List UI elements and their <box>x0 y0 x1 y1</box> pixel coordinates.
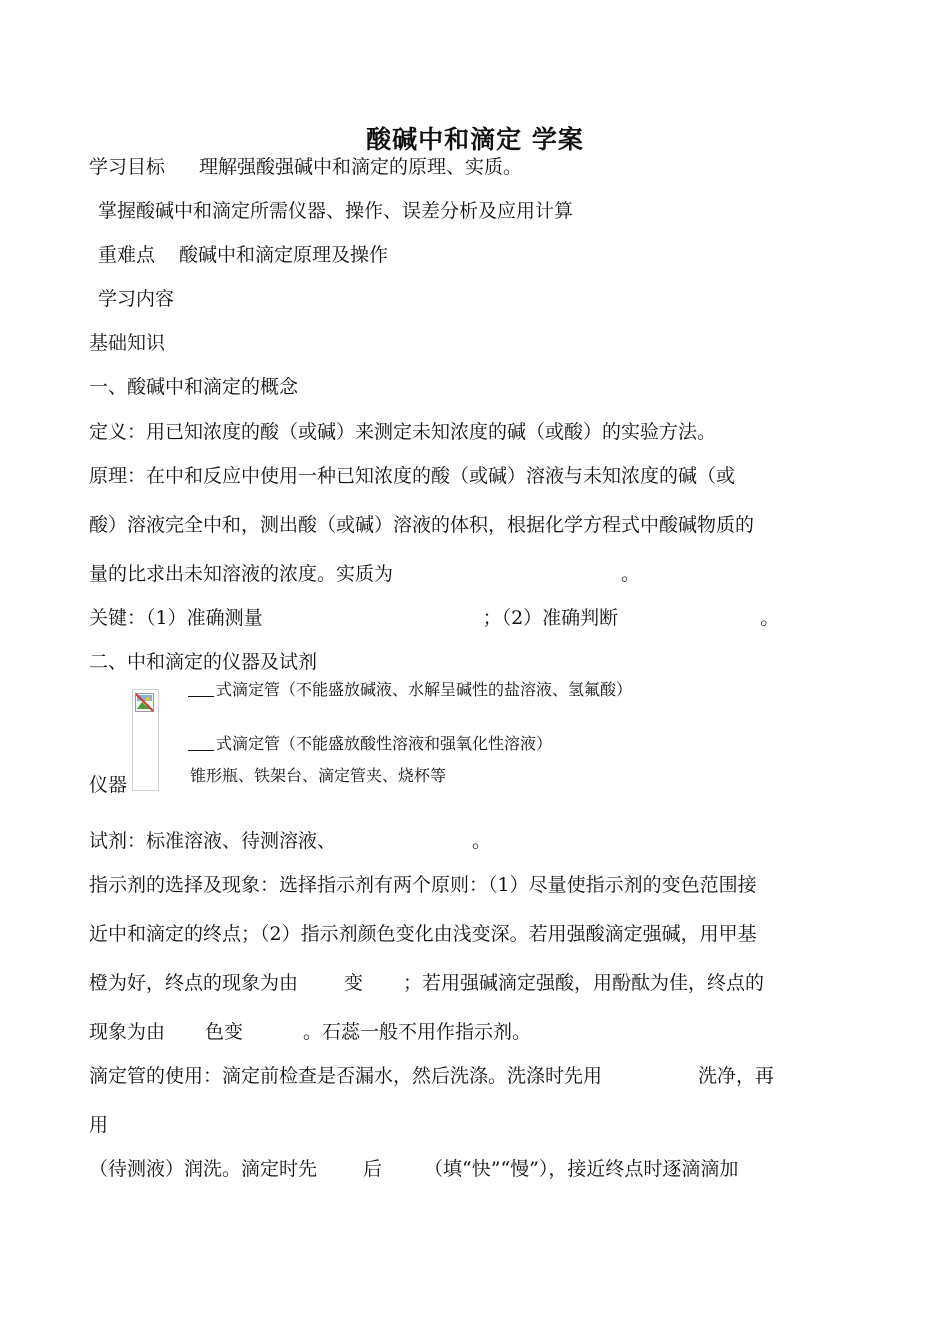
indicator-text-3c: ；若用强碱滴定强酸，用酚酞为佳，终点的 <box>403 972 765 994</box>
indicator-line-1: 指示剂的选择及现象：选择指示剂有两个原则：（1）尽量使指示剂的变色范围接 <box>89 874 757 896</box>
content-label: 学习内容 <box>98 288 175 310</box>
indicator-text-4b: 色变 <box>205 1021 244 1043</box>
broken-image-icon <box>135 693 154 712</box>
indicator-text-4c: 。石蕊一般不用作指示剂。 <box>303 1021 532 1043</box>
key-part-b: ；（2）准确判断 <box>482 607 619 629</box>
instrument-item-2 <box>188 734 552 754</box>
instrument-item-3: 锥形瓶、铁架台、滴定管夹、烧杯等 <box>190 766 447 785</box>
burette-line-1 <box>89 1064 774 1088</box>
burette-line-2: 用 <box>89 1114 109 1136</box>
burette-text-3b: 后 <box>363 1158 383 1180</box>
focus-text: 酸碱中和滴定原理及操作 <box>179 244 389 266</box>
instrument-item-2-text: 式滴定管（不能盛放酸性溶液和强氧化性溶液） <box>216 734 553 753</box>
reagent-text: 试剂：标准溶液、待测溶液、 <box>89 830 337 852</box>
reagent-line <box>89 829 491 853</box>
principle-line-2: 酸）溶液完全中和，测出酸（或碱）溶液的体积，根据化学方程式中酸碱物质的 <box>89 514 755 536</box>
indicator-text-3a: 橙为好，终点的现象为由 <box>89 972 299 994</box>
goals-text-1: 理解强酸强碱中和滴定的原理、实质。 <box>199 156 523 178</box>
indicator-line-2: 近中和滴定的终点；（2）指示剂颜色变化由浅变深。若用强酸滴定强碱，用甲基 <box>89 923 757 945</box>
key-end: 。 <box>760 607 780 629</box>
instrument-label: 仪器 <box>89 774 128 796</box>
section2-heading: 二、中和滴定的仪器及试剂 <box>89 651 318 673</box>
focus-label: 重难点 <box>98 244 156 266</box>
burette-text-3a: （待测液）润洗。滴定时先 <box>89 1158 318 1180</box>
indicator-line-4 <box>89 1020 531 1044</box>
indicator-line-3 <box>89 971 764 995</box>
principle-end: 。 <box>621 563 641 585</box>
focus-line <box>98 243 388 267</box>
indicator-text-4a: 现象为由 <box>89 1021 166 1043</box>
goals-line <box>89 155 522 179</box>
basics-label: 基础知识 <box>89 332 166 354</box>
burette-text-1a: 滴定管的使用：滴定前检查是否漏水，然后洗涤。洗涤时先用 <box>89 1065 603 1087</box>
instrument-item-1-text: 式滴定管（不能盛放碱液、水解呈碱性的盐溶液、氢氟酸） <box>216 680 633 699</box>
principle-line-1: 原理：在中和反应中使用一种已知浓度的酸（或碱）溶液与未知浓度的碱（或 <box>89 465 736 487</box>
burette-text-1b: 洗净，再 <box>698 1065 775 1087</box>
document-title: 酸碱中和滴定 学案 <box>366 125 584 154</box>
goals-label: 学习目标 <box>89 156 166 178</box>
goals-text-2: 掌握酸碱中和滴定所需仪器、操作、误差分析及应用计算 <box>98 200 574 222</box>
principle-line-3 <box>89 562 640 586</box>
indicator-text-3b: 变 <box>344 972 364 994</box>
blank-underline <box>188 734 214 751</box>
key-part-a: 关键：（1）准确测量 <box>89 607 263 629</box>
reagent-end: 。 <box>472 830 492 852</box>
instrument-item-1 <box>188 680 632 700</box>
broken-image-placeholder <box>132 689 159 791</box>
burette-text-3c: （填“快”“慢”），接近终点时逐滴滴加 <box>424 1158 739 1180</box>
blank-underline <box>188 680 214 697</box>
key-line <box>89 606 779 630</box>
burette-line-3 <box>89 1157 738 1181</box>
section1-heading: 一、酸碱中和滴定的概念 <box>89 376 299 398</box>
definition-line: 定义：用已知浓度的酸（或碱）来测定未知浓度的碱（或酸）的实验方法。 <box>89 421 717 443</box>
principle-text-3: 量的比求出未知溶液的浓度。实质为 <box>89 563 394 585</box>
